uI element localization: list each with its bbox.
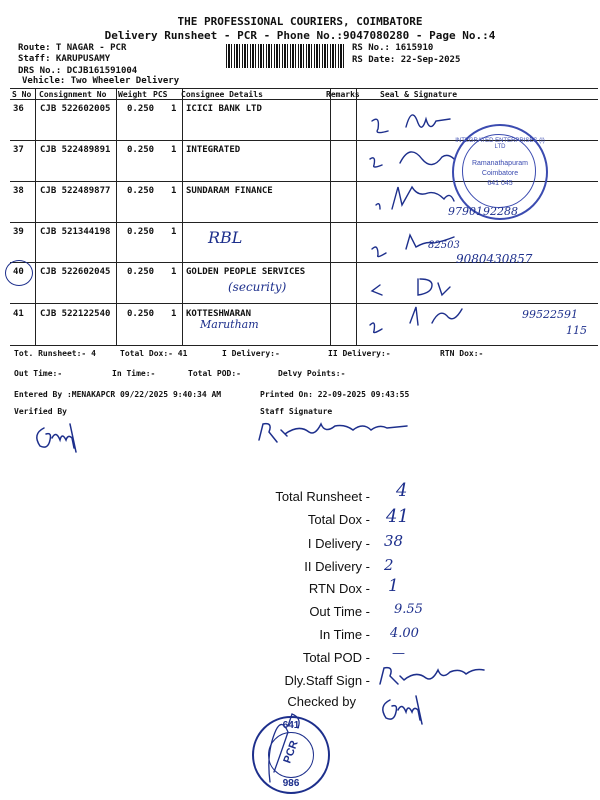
row-cno: CJB 522602005 (40, 104, 111, 114)
stamp-line2: Coimbatore (481, 170, 519, 177)
runsheet-subtitle: Delivery Runsheet - PCR - Phone No.:9047080280 - Page No.:4 (104, 29, 496, 42)
row-pcs: 1 (171, 186, 177, 196)
row-consignee: ICICI BANK LTD (186, 104, 262, 114)
tot-i-delivery: I Delivery:- (222, 349, 280, 358)
handwritten-82503: 82503 (428, 240, 460, 251)
row-weight: 0.250 (127, 104, 155, 114)
row-weight: 0.250 (127, 267, 155, 277)
handwritten-phone-38: 9790192288 (448, 205, 518, 218)
row-pcs: 1 (171, 267, 177, 277)
row-pcs: 1 (171, 104, 177, 114)
row-sno: 36 (13, 104, 24, 114)
summary-label: Out Time - (309, 604, 370, 619)
row-weight: 0.250 (127, 186, 155, 196)
tot-delvy-points: Delvy Points:- (278, 369, 346, 378)
dly-staff-signature (376, 662, 496, 692)
row-weight: 0.250 (127, 309, 155, 319)
summary-label: I Delivery - (307, 536, 370, 551)
summary-label: II Delivery - (304, 559, 370, 574)
signature-36-tick (372, 119, 388, 132)
stamp-line1: Ramanathapuram (471, 160, 529, 167)
signature-40-tick (372, 285, 382, 295)
col-pcs: PCS (153, 90, 168, 99)
row-sno: 40 (13, 267, 24, 277)
rs-number: RS No.: 1615910 (352, 43, 434, 53)
company-title: THE PROFESSIONAL COURIERS, COIMBATORE (177, 15, 423, 28)
checked-signature (376, 690, 446, 726)
signature-40 (418, 279, 450, 295)
summary-label: Total Runsheet - (275, 489, 370, 504)
pcr-stamp-num: 641 (282, 720, 300, 731)
row-sno: 37 (13, 145, 24, 155)
summary-label: Dly.Staff Sign - (284, 673, 370, 688)
tot-rtn-dox: RTN Dox:- (440, 349, 484, 358)
verified-signature (30, 418, 90, 454)
summary-label: Total Dox - (307, 512, 370, 527)
summary-value: 2 (384, 556, 394, 574)
row-sno: 41 (13, 309, 24, 319)
staff-signature-label: Staff Signature (260, 407, 333, 416)
row-weight: 0.250 (127, 227, 155, 237)
entered-by: Entered By :MENAKAPCR 09/22/2025 9:40:34 AM (14, 390, 222, 399)
row-consignee: INTEGRATED (186, 145, 241, 155)
verified-by: Verified By (14, 407, 67, 416)
row-consignee: KOTTESHWARAN (186, 309, 252, 319)
row-sno: 39 (13, 227, 24, 237)
handwritten-rbl: RBL (208, 228, 243, 247)
col-seal: Seal & Signature (380, 90, 458, 99)
row-pcs: 1 (171, 227, 177, 237)
signature-41-tick (370, 323, 382, 333)
handwritten-phone-995: 99522591 (522, 308, 578, 321)
staff-label: Staff: KARUPUSAMY (18, 54, 111, 64)
drs-label: DRS No.: DCJB161591004 (18, 66, 138, 76)
row-cno: CJB 522122540 (40, 309, 111, 319)
row-sno: 38 (13, 186, 24, 196)
signature-36 (406, 115, 450, 127)
row-consignee: SUNDARAM FINANCE (186, 186, 273, 196)
summary-value: 41 (386, 506, 409, 527)
tot-in-time: In Time:- (112, 369, 156, 378)
summary-value: 4.00 (390, 626, 419, 641)
tot-total-pod: Total POD:- (188, 369, 241, 378)
stamp-line3: 641 045 (487, 180, 513, 187)
summary-value: 1 (388, 576, 399, 596)
stamp-ring-text: INTEGRATED ENTERPRISES (I) LTD (455, 138, 545, 150)
rs-date: RS Date: 22-Sep-2025 (352, 55, 461, 65)
tot-ii-delivery: II Delivery:- (328, 349, 391, 358)
signature-41 (410, 307, 462, 325)
col-remarks: Remarks (326, 90, 360, 99)
summary-label: Total POD - (302, 650, 370, 665)
row-cno: CJB 522489877 (40, 186, 111, 196)
circle-mark (5, 260, 33, 286)
col-consignment: Consignment No (39, 90, 107, 99)
pcr-stamp-signature (258, 706, 328, 786)
summary-label: In Time - (319, 627, 370, 642)
summary-value: 38 (384, 532, 404, 550)
handwritten-marutham: Marutham (200, 318, 259, 331)
row-weight: 0.250 (127, 145, 155, 155)
row-pcs: 1 (171, 309, 177, 319)
row-cno: CJB 522602045 (40, 267, 111, 277)
summary-value: — (392, 646, 405, 661)
signature-38 (392, 187, 454, 209)
pcr-stamp-num2: 986 (282, 776, 300, 787)
col-consignee: Consignee Details (181, 90, 263, 99)
handwritten-security: (security) (228, 280, 287, 294)
signature-39-tick (372, 247, 386, 257)
pcr-stamp-text: PCR (281, 739, 301, 765)
signature-38-tick (376, 204, 380, 209)
staff-signature (255, 416, 415, 448)
summary-label: RTN Dox - (308, 581, 370, 596)
summary-value: 4 (396, 480, 408, 501)
row-consignee: GOLDEN PEOPLE SERVICES (186, 267, 306, 277)
vehicle-label: Vehicle: Two Wheeler Delivery (22, 76, 180, 86)
row-cno: CJB 522489891 (40, 145, 111, 155)
col-sno: S No (12, 90, 32, 99)
tot-out-time: Out Time:- (14, 369, 63, 378)
summary-label: Checked by (287, 694, 356, 709)
tot-runsheet: Tot. Runsheet:- 4 (14, 349, 96, 358)
col-weight: Weight (118, 90, 147, 99)
signature-37-tick (370, 158, 382, 167)
handwritten-115: 115 (566, 324, 587, 337)
row-pcs: 1 (171, 145, 177, 155)
summary-value: 9.55 (394, 602, 423, 617)
row-cno: CJB 521344198 (40, 227, 111, 237)
handwritten-phone-9080: 9080430857 (456, 252, 533, 266)
tot-dox: Total Dox:- 41 (120, 349, 188, 358)
printed-on: Printed On: 22-09-2025 09:43:55 (260, 390, 410, 399)
route-label: Route: T NAGAR - PCR (18, 43, 127, 53)
signature-37 (400, 152, 454, 165)
barcode (226, 44, 346, 68)
